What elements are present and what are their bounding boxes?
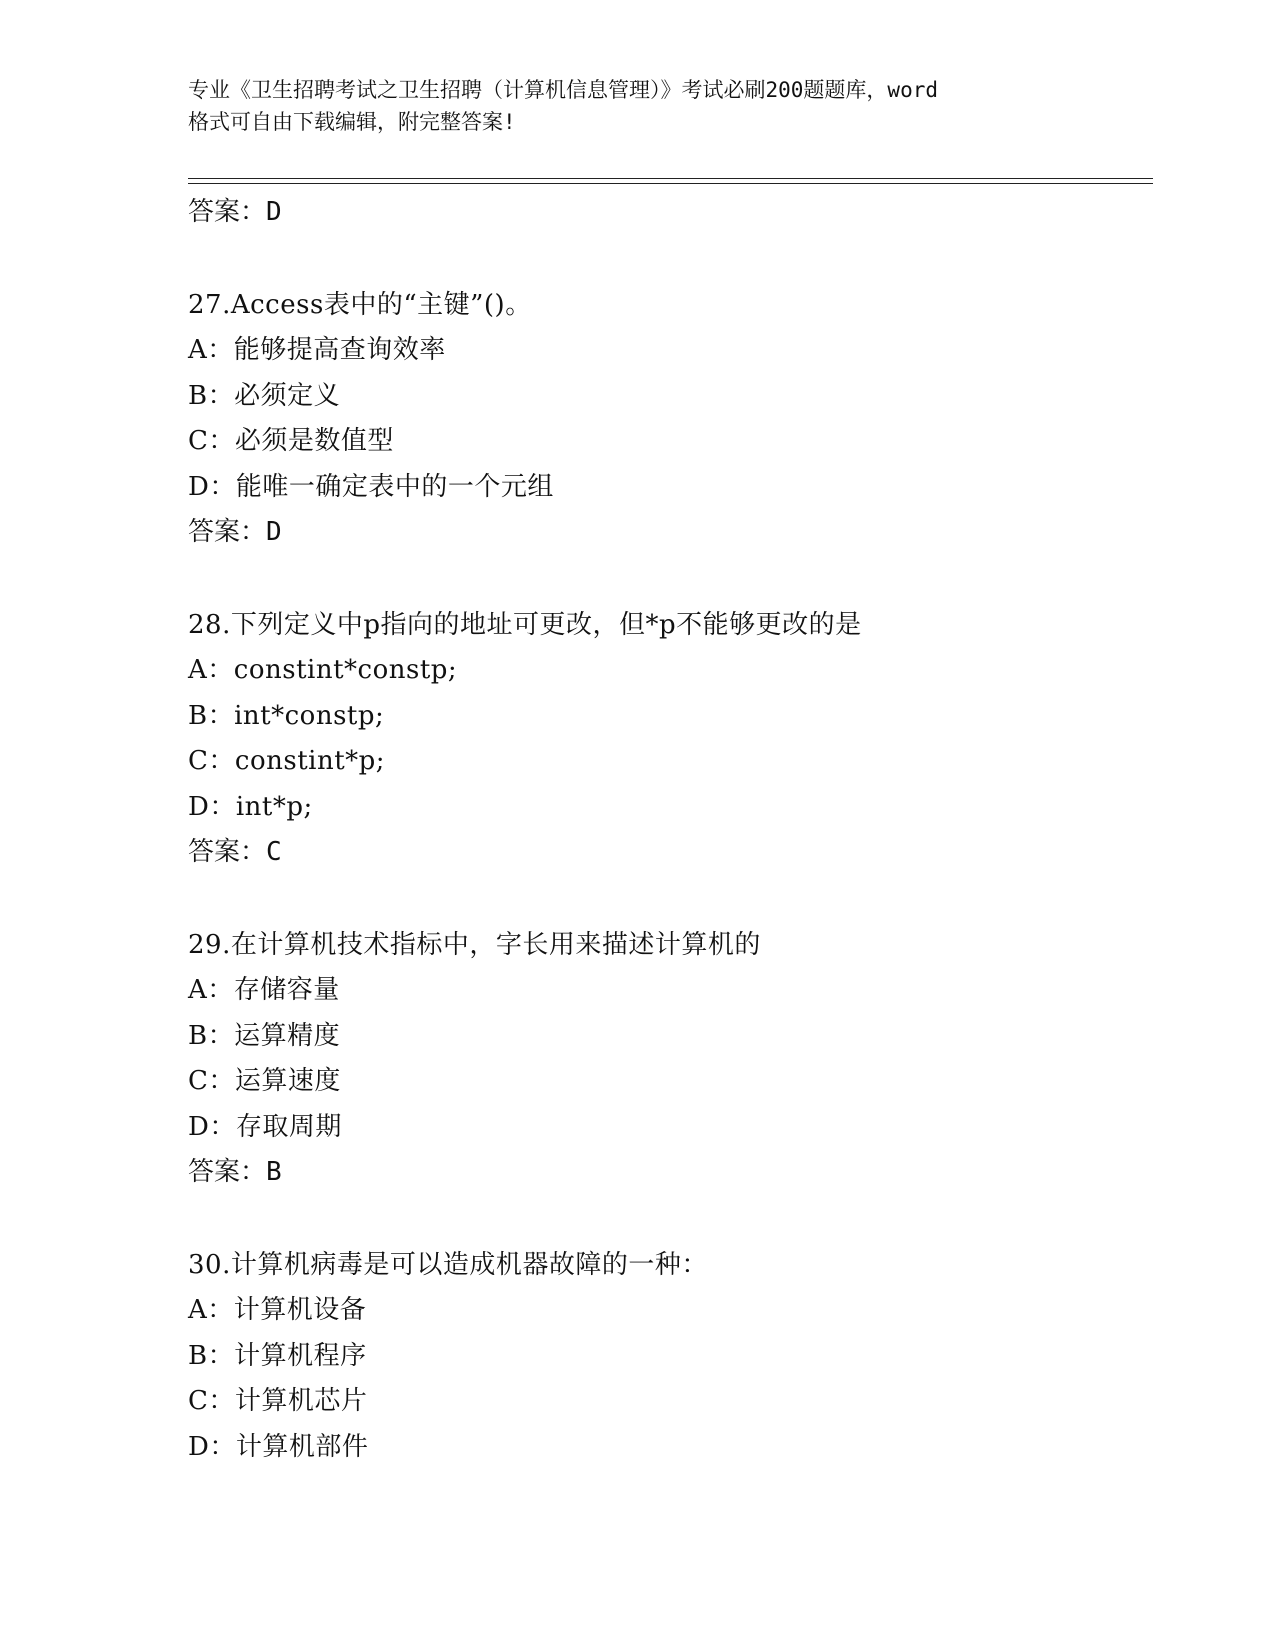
option-d: D：存取周期 (188, 1111, 342, 1142)
option-b: B：必须定义 (188, 380, 341, 411)
question-list (188, 190, 1148, 1470)
question-stem: 27.Access表中的“主键”()。 (188, 289, 532, 320)
question-stem: 30.计算机病毒是可以造成机器故障的一种： (188, 1249, 708, 1280)
document-header (188, 74, 1088, 138)
option-c: C：运算速度 (188, 1066, 341, 1096)
spacer (188, 236, 1148, 283)
spacer (188, 556, 1148, 603)
option-c: C：计算机芯片 (188, 1386, 368, 1416)
question-stem: 28.下列定义中p指向的地址可更改，但*p不能够更改的是 (188, 609, 862, 640)
question-block (188, 1243, 1148, 1471)
question-block (188, 923, 1148, 1196)
header-line-1: 专业《卫生招聘考试之卫生招聘（计算机信息管理）》考试必刷200题题库，word (188, 78, 938, 102)
question-stem: 29.在计算机技术指标中，字长用来描述计算机的 (188, 929, 761, 960)
option-a: A：能够提高查询效率 (188, 335, 446, 365)
answer: 答案：D (188, 517, 282, 547)
spacer (188, 876, 1148, 923)
option-b: B：运算精度 (188, 1020, 341, 1051)
spacer (188, 1196, 1148, 1243)
answer: 答案：B (188, 1157, 282, 1187)
option-d: D：int*p; (188, 791, 313, 822)
option-d: D：计算机部件 (188, 1431, 369, 1462)
option-b: B：int*constp; (188, 700, 385, 731)
option-d: D：能唯一确定表中的一个元组 (188, 471, 554, 502)
previous-answer: 答案：D (188, 197, 282, 227)
header-line-2: 格式可自由下载编辑，附完整答案! (188, 110, 516, 134)
header-rule-bottom (188, 183, 1153, 184)
question-block (188, 283, 1148, 556)
option-b: B：计算机程序 (188, 1340, 367, 1371)
question-block (188, 603, 1148, 876)
option-a: A：constint*constp; (188, 655, 458, 685)
header-rule-top (188, 178, 1153, 179)
option-a: A：计算机设备 (188, 1295, 367, 1325)
option-c: C：constint*p; (188, 746, 386, 776)
option-c: C：必须是数值型 (188, 426, 394, 456)
option-a: A：存储容量 (188, 975, 340, 1005)
answer: 答案：C (188, 837, 282, 867)
